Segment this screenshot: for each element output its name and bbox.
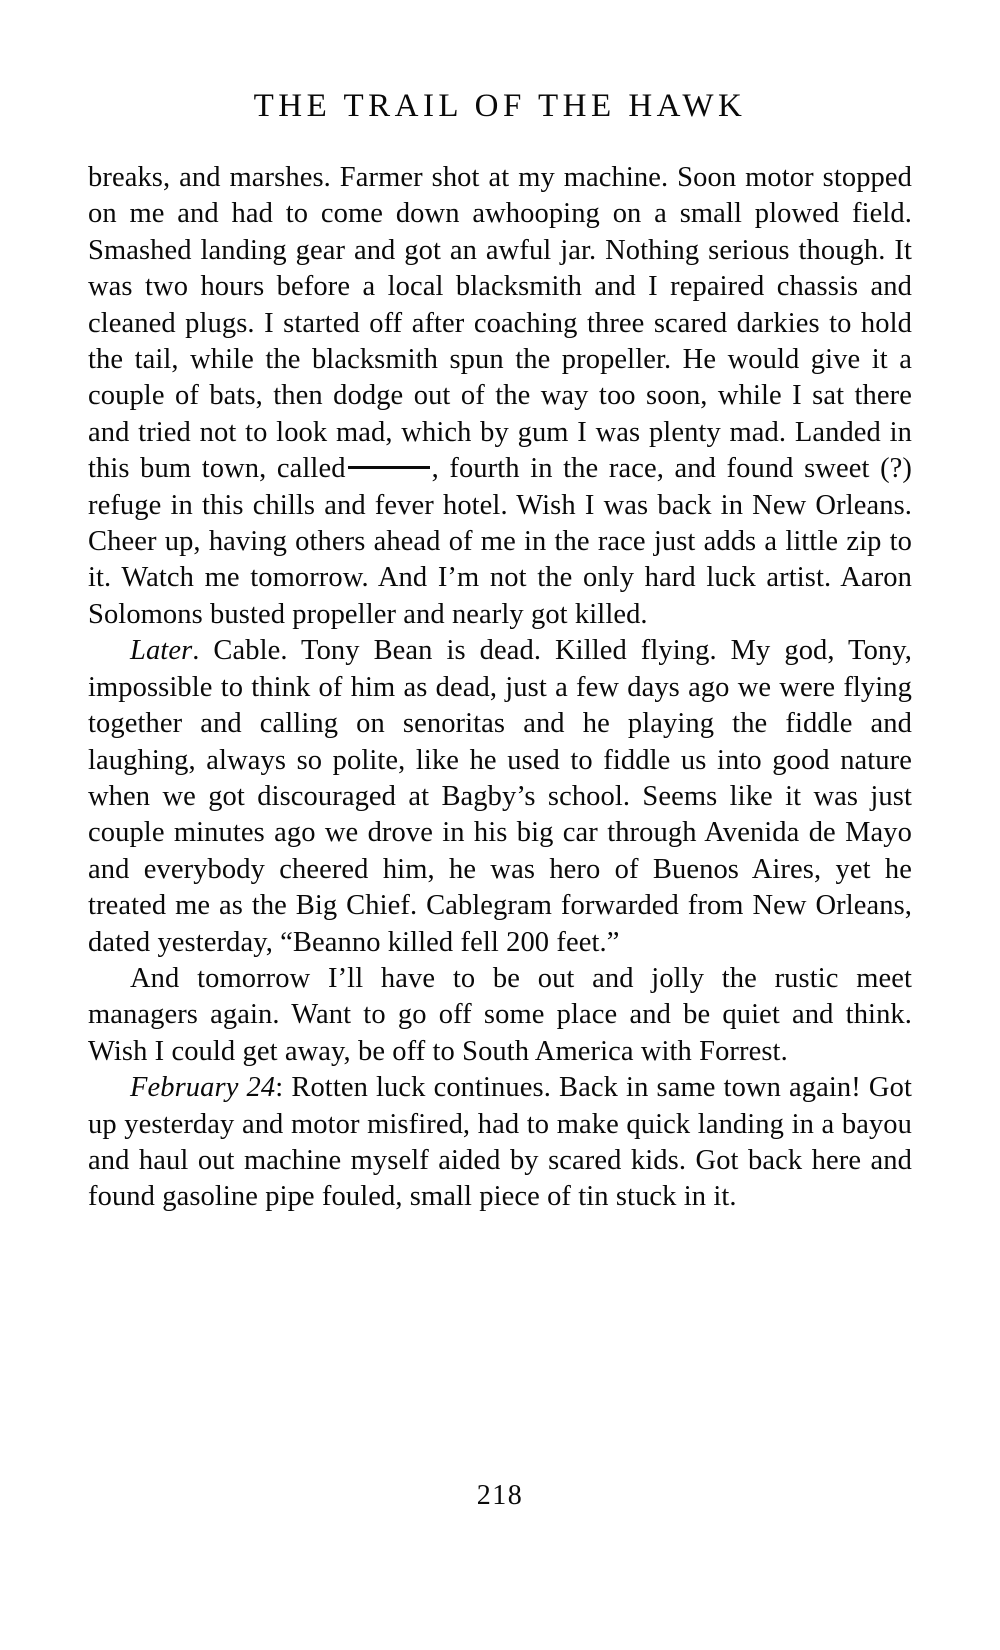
paragraph-1-text-a: breaks, and marshes. Farmer shot at my machine. Soon motor stopped on me and had to come down awhooping on a small plowed field. Smashed landing gear and got an awful jar. Nothing serious though. It was two hours before a local blacksmith and I repaired chassis and cleaned plugs. I started off after coaching three scared darkies to hold the tail, while the blacksmith spun the propeller. He would give it a couple of bats, then dodge out of the way too soon, while I sat there and tried not to look mad, which by gum I was plenty mad. Landed in this bum town, called — [88, 162, 912, 485]
paragraph-2-text: . Cable. Tony Bean is dead. Killed flying. My god, Tony, impossible to think of him as dead, just a few days ago we were flying together and calling on senoritas and he playing the fiddle and laughing, always so polite, like he used to fiddle us into good nature when we got discouraged at Bagby’s school. Seems like it was just couple minutes ago we drove in his big car through Avenida de Mayo and everybody cheered him, he was hero of Buenos Aires, yet he treated me as the Big Chief. Cablegram forwarded from New Orleans, dated yesterday, “Beanno killed fell 200 feet.” — [88, 635, 912, 958]
paragraph-4-text: : Rotten luck continues. Back in same town again! Got up yesterday and motor misfired, had to make quick landing in a bayou and haul out machine myself aided by scared kids. Got back here and found gasoline pipe fouled, small piece of tin stuck in it. — [88, 1072, 912, 1213]
paragraph-1 — [88, 160, 912, 633]
paragraph-1-text-b: , fourth in the race, and found sweet (?) refuge in this chills and fever hotel. Wish I was back in New Orleans. Cheer up, having others ahead of me in the race just adds a little zip to it. Watch me tomorrow. And I’m not the only hard luck artist. Aaron Solomons busted propeller and nearly got killed. — [88, 453, 913, 630]
paragraph-2 — [88, 633, 912, 961]
paragraph-4-lead-italic: February 24 — [130, 1072, 276, 1104]
paragraph-3 — [88, 961, 912, 1070]
page-header-title: THE TRAIL OF THE HAWK — [253, 88, 747, 124]
paragraph-3-text: And tomorrow I’ll have to be out and jolly the rustic meet managers again. Want to go off some place and be quiet and think. Wish I could get away, be off to South America with Forrest. — [88, 962, 912, 1067]
page-body-text — [88, 160, 912, 1216]
page-number-text: 218 — [476, 1480, 524, 1511]
em-dash-redaction — [348, 466, 430, 469]
page-number — [0, 1480, 1000, 1512]
paragraph-4 — [88, 1070, 912, 1216]
paragraph-2-lead-italic: Later — [130, 635, 193, 667]
